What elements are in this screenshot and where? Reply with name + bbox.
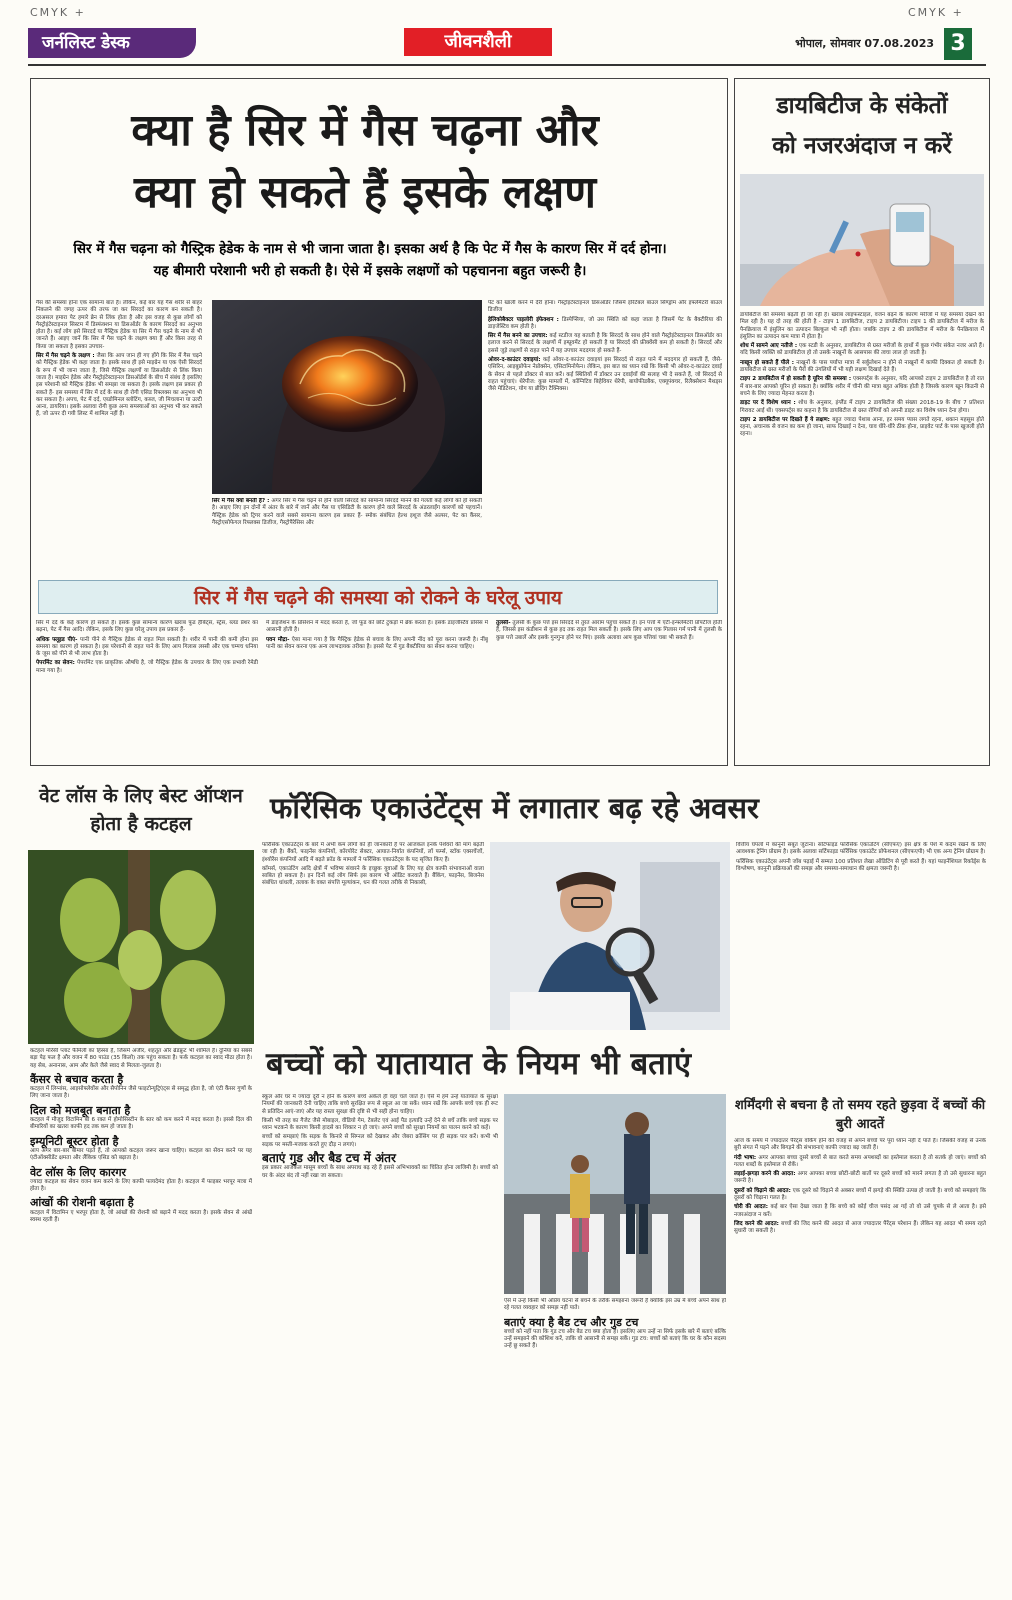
lead-headline xyxy=(40,100,690,224)
forensic-p1: फॉरेंसिक एकाउंटेंट्स के बारे में अभी कम लोगों को ही जानकारी है पर आजकल इनके पेशेवरों की मांग बढ़ती जा रही है। बैंकों, फाइनेंस कंपनियों, कॉरपोरेट सेक्टर, आयात-निर्यात कंपनियों, लॉ फर्म्स, स्टॉक एक्सचेंजों, इंश्योरेंस कंपनियों आदि में बढ़ते फ्रॉड के मामलों ने फॉरेंसिक एकाउंटेंट्स के पद सृजित किए हैं। xyxy=(262,842,484,863)
section-label: जीवनशैली xyxy=(404,28,552,56)
remedy-col1-text-b: पानी पीने से गैस्ट्रिक हेडेक से राहत मिल सकती है। शरीर में पानी की कमी होना इस समस्या का कारण हो सकता है। इस परेशानी से राहत पाने के लिए आप गिलास लस्सी और एक चम्मच धनिया के जूस को पीने से भी लाभ होता है। xyxy=(36,636,258,658)
habits-p3: अगर आपका बच्चा छोटी-छोटी बातों पर दूसरे बच्चों को मारने लगता है तो उसे सुधारना बहुत जरूरी है। xyxy=(734,1171,986,1185)
bad-habits-text xyxy=(734,1138,986,1594)
forensic-p4: फॉरेंसिक एकाउंटेंट्स अपनी जॉब पढ़ाई में सम्मत 100 प्रतिशत लेखा ऑडिटिंग से पूरी करते हैं। यहां फाइनेंशियल रिकॉर्ड्स के विश्लेषण, कानूनी प्रक्रियाओं की समझ और समस्या-समाधान की क्षमता जरूरी है। xyxy=(736,858,986,872)
habits-p4: एक दूसरे को चिढ़ाने से अक्सर बच्चों में झगड़े की स्थिति उत्पन्न हो जाती है। बच्चे को समझाएं कि दूसरों को चिढ़ाना गलत है। xyxy=(734,1187,986,1202)
diabetes-sub4: डाइट पर दें विशेष ध्यान : xyxy=(740,400,796,407)
diabetes-p5: शोध के अनुसार, इंग्लैंड में टाइप 2 डायबिटीज की संख्या 2018-19 के बीच 7 प्रतिशत गिरावट आई थी। एक्सपर्ट्स का कहना है कि डायबिटीज से ग्रस्त रोगियों को अपनी डाइट का विशेष ध्यान देना होगा। xyxy=(740,400,984,414)
traffic-p4: इस प्रकार आजकल मासूम बच्चों के साथ अपराध बढ़ रहे हैं इससे अभिभावकों का चिंतित होना लाजिमी है। बच्चों को घर के अंदर बंद तो नहीं रखा जा सकता। xyxy=(262,1165,498,1179)
diabetes-headline-line2: को नजरअंदाज न करें xyxy=(772,132,952,159)
bad-habits-headline: शर्मिंदगी से बचना है तो समय रहते छुड़वा दें बच्चों की बुरी आदतें xyxy=(734,1098,986,1132)
cmyk-mark-left: CMYK + xyxy=(30,6,86,19)
jackfruit-headline: वेट लॉस के लिए बेस्ट ऑप्शन होता है कटहल xyxy=(39,785,243,835)
habits-p1: आज के समय में ज्यादातर पैरेंट्स वर्किंग होने की वजह से अपने बच्चों पर पूरा ध्यान नहीं दे पाते हैं। जिसकी वजह से उनके बुरी संगत में पड़ने और बिगड़ने की संभावनाएं काफी ज्यादा बढ़ जाती हैं। xyxy=(734,1138,986,1152)
traffic-p1: स्कूल और घर में ज्यादा दूरी न होने के कारण बच्चे अकेले ही वहां चले जाते हैं। ऐसे में हमें उन्हें यातायात के सुरक्षा नियमों की जानकारी देनी चाहिए ताकि बच्चे सुरक्षित रूप से स्कूल आ जा सकें। ध्यान रखें कि आपके बच्चे एक ही रूट से प्रतिदिन आएं-जाएं और यह रास्ता सुरक्षा की दृष्टि से भी सही होना चाहिए। xyxy=(262,1094,498,1115)
jackfruit-p5: कटहल में विटामिन ए भरपूर होता है, जो आंखों की रोशनी को बढ़ाने में मदद करता है। इसके सेवन से आंखें स्वस्थ रहती हैं। xyxy=(30,1209,252,1224)
habits-sub3: दूसरों को चिढ़ाने की आदत: xyxy=(734,1187,791,1194)
lead-col3-text: पेट को खाली करने में देरी होना। गैस्ट्रोइंटेस्टाइनल डिसऑर्डर जिसमें इरिटेबल बाउल सिण्ड्रोम और इंफ्लेमेटरी बाउल डिजीज xyxy=(488,300,722,314)
masthead xyxy=(0,22,1012,62)
dateline: भोपाल, सोमवार 07.08.2023 xyxy=(795,37,934,50)
lead-col3-text-c: कई स्टडीज यह बताती है कि सिरदर्द के साथ होने वाले गैस्ट्रोइंटेस्टाइनल डिसऑर्डर का इलाज करने से सिरदर्द के लक्षणों में इम्प्रूवमेंट हो सकती है या सिरदर्द की फ्रीक्वेंसी कम हो सकती है। सिरदर्द और इससे जुड़े लक्षणों से राहत पाने में यह उपचार मददगार हो सकते हैं- xyxy=(488,333,722,354)
remedy-column-3 xyxy=(496,620,722,762)
forensic-p2: कॉमर्स, एकाउंटिंग आदि क्षेत्रों में भविष्य संवारने के इच्छुक युवाओं के लिए यह क्षेत्र काफी संभावनाओं वाला साबित हो सकता है। इन दिनों कई लोग सिर्फ इस कारण भी ऑडिट करवाते हैं। बैंकिंग, फाइनेंस, बिजनेस संबंधित धांधली, तलाक के वक्त संपत्ति मूल्यांकन, धन की गलत तरीके से निकासी, xyxy=(262,865,484,887)
diabetes-text xyxy=(740,312,984,762)
lead-deck: सिर में गैस चढ़ना को गैस्ट्रिक हेडेक के नाम से भी जाना जाता है। इसका अर्थ है कि पेट में गैस के कारण सिर में दर्द होना। यह बीमारी परेशानी भरी हो सकती है। ऐसे में इसके लक्षणों को पहचानना बहुत जरूरी है। xyxy=(73,241,667,279)
lead-column-2 xyxy=(212,498,482,576)
traffic-rules-headline: बच्चों को यातायात के नियम भी बताएं xyxy=(266,1046,692,1082)
jackfruit-sub4: वेट लॉस के लिए कारगर xyxy=(30,1165,127,1179)
diabetes-sub5: टाइप 2 डायबिटीज पर दिखते हैं ये लक्षण: xyxy=(740,416,830,423)
masthead-rule xyxy=(28,64,986,66)
glucose-test-photo xyxy=(740,174,984,306)
lead-col3-subhead-1: हेलिकोबैक्टर पाइलोरी इंफेक्शन : xyxy=(488,316,559,323)
lead-col1-subhead: सिर में गैस चढ़ने के लक्षण : xyxy=(36,353,95,360)
habits-p6: बच्चों की जिद करने की आदत से आज ज्यादातर पैरेंट्स परेशान हैं। लेकिन यह आदत भी समय रहते सुधारी जा सकती है। xyxy=(734,1220,986,1235)
jackfruit-intro: कटहल मोरेसी प्लांट फैमिली का हिस्सा है, जिसमें अंजीर, शहतूत और ब्रेडफ्रूट भी शामिल हैं। दुनिया का सबसे बड़ा पेड़ फल है और वजन में 80 पाउंड (35 किलो) तक पहुंच सकता है। फर्क कटहल का स्वाद मीठा होता है। यह सेब, अनानास, आम और केले जैसे स्वाद से मिलता-जुलता है। xyxy=(30,1048,252,1069)
jackfruit-sub5: आंखों की रोशनी बढ़ाता है xyxy=(30,1196,134,1210)
remedy-col1-text-c: पेपरमिंट एक प्राकृतिक औषधि है, जो गैस्ट्रिक हेडेक के उपचार के लिए एक प्रभावी रेमेडी माना गया है। xyxy=(36,660,258,674)
forensic-p3: वित्तीय घपलों में कानूनी सबूत जुटाना। सर्टिफाइड फॉरेंसिक एकाउंटिंग (सीएफए) इस क्षेत्र के पेशे में कदम रखने के लिए आवश्यक ट्रेनिंग प्रोग्राम है। इसके अलावा सर्टिफाइड फॉरेंसिक एकाउंटेंट प्रोफेशनल (सीएफएपी) भी एक अन्य ट्रेनिंग प्रोग्राम है। xyxy=(736,842,986,856)
remedy-col2-subhead: पवन मौद्रा- xyxy=(266,636,290,643)
lead-col1-text: गैस की समस्या होना एक सामान्य बात है। लेकिन, कई बार यह गैस शरीर से बाहर निकलने की जगह ऊपर की तरफ जा कर सिरदर्द का कारण बन सकती है। दरअसल हमारा पेट हमारे ब्रेन से लिंक होता है और इस वजह से कुछ लोगों को गैस्ट्रोइंटेस्टाइनल सिस्टम में डिस्फंक्शन या डिसऑर्डर के कारण सिरदर्द का अनुभव होता है। कई लोग इसे सिरदर्द या गैस्ट्रिक हेडेक या सिर में गैस चढ़ने के नाम से भी जानते हैं। आइए जानें कि सिर में गैस चढ़ने के लक्षण क्या हैं और किस तरह से किया जा सकता है इसका उपचार- xyxy=(36,300,202,350)
diabetes-p3: नाखूनों के पास पर्याप्त मात्रा में सर्कुलेशन न होने से नाखूनों में काफी दिक्कत हो सकती है। डायबिटीज से ग्रस्त मरीजों के पैरों की उंगलियों में भी यही लक्षण दिखाई देते हैं। xyxy=(740,359,984,374)
traffic-column-2 xyxy=(504,1298,726,1594)
page-number: 3 xyxy=(944,28,972,60)
kids-crossing-photo xyxy=(504,1094,726,1294)
traffic-p2: किसी भी तरह का गैजेट जैसे मोबाइल, वीडियो गेम, टेबलेट एवं आई पैड इत्यादि उन्हें देने से बचें ताकि बच्चे सड़क पर ध्यान भटकने के कारण किसी हादसे का शिकार न हो जाएं। अपने बच्चों को सुरक्षा नियमों का पालन करने को कहें। xyxy=(262,1117,498,1132)
habits-sub2: लड़ाई-झगड़ा करने की आदत: xyxy=(734,1171,796,1178)
jackfruit-sub2: दिल को मजबूत बनाता है xyxy=(30,1103,131,1117)
traffic-p6: बच्चों को नहीं पता कि गुड टच और बैड टच क्या होता है। इसलिए आप उन्हें ना सिर्फ इसके बारे में बताएं बल्कि उन्हें समझाने की कोशिश करें, ताकि वो आसानी से समझ सकें। गुड टच: बच्चों को बताएं कि घर के कौन सदस्य उन्हें छू सकते हैं। xyxy=(504,1328,726,1350)
brain-illustration xyxy=(212,300,482,494)
jackfruit-p3: आप अगर बार-बार बीमार पड़ते हैं, तो आपको कटहल जरूर खाना चाहिए। कटहल का सेवन करने पर यह एंटीऑक्सीडेंट क्षमता और लैंकिक एसिड को बढ़ाता है। xyxy=(30,1147,252,1162)
traffic-p3: बच्चों को समझाएं कि सड़क के किनारे से सिग्नल को देखकर और जेबरा क्रॉसिंग पर ही सड़क पार करें। कभी भी सड़क पर मस्ती-मजाक करते हुए दौड़ न लगाएं। xyxy=(262,1134,498,1148)
lead-column-1 xyxy=(36,300,202,572)
diabetes-sub2: नाखून हो सकते हैं पीले : xyxy=(740,359,794,366)
remedy-column-2 xyxy=(266,620,488,762)
forensic-headline: फॉरेंसिक एकाउंटेंट्स में लगातार बढ़ रहे अवसर xyxy=(270,791,759,825)
lead-col3-subhead-2: सिर में गैस बनने का उपचार: xyxy=(488,333,548,340)
accountant-photo xyxy=(490,842,730,1030)
lead-col2-text: अगर सिर में गैस चढ़ने से होने वाली सिरदर्द को सामान्य सिरदर्द मानने की गलती कई लोगों को हो सकती है। आइए लिए इन दोनों में अंतर के बारे में जानें और गैस या एसिडिटी के कारण होने वाले सिरदर्द के अंडरलाईंग कारणों को पहचानें। गैस्ट्रिक हेडेक को ट्रिगर करने वाले सबसे सामान्य कारण इस प्रकार हैं- स्मोक संबंधित हेल्थ इशूज जैसे अल्सर, पेट का कैंसर, गैस्ट्रोएसोफेगल रिफ्लक्स डिजीज, गैस्ट्रोपैरेसिस और xyxy=(212,498,482,526)
jackfruit-p1: कटहल में लिग्नांस, आइसोफ्लेवोंस और सैपोनिन जैसे फाइटोन्यूट्रिएंट्स से समृद्ध होता है, जो एंटी कैंसर गुणों के लिए जाना जाता है। xyxy=(30,1086,252,1100)
desk-label: जर्नलिस्ट डेस्क xyxy=(28,28,196,58)
remedy-col1-text: सिर में दर्द के कई कारण हो सकते हैं। इसके कुछ सामान्य कारण खराब फूड हैबिट्स, स्ट्रेस, ब्लड प्रेशर का बढ़ना, पेट में गैस आदि। लेकिन, इसके लिए कुछ घरेलू उपाय इस प्रकार हैं- xyxy=(36,620,258,634)
remedy-col1-subhead: अधिक फ्लूइड पीएं- xyxy=(36,636,78,643)
jackfruit-photo xyxy=(28,850,254,1044)
jackfruit-p4: ज्यादा कटहल का सेवन वजन कम करने के लिए काफी फायदेमंद होता है। कटहल में फाइबर भरपूर मात्रा में होता है। xyxy=(30,1178,252,1193)
traffic-p5: ऐसे में उन्हें किसी भी अप्रिय घटना से बचने के तरीके समझाना जरूरी है क्योंकि इस उम्र में बच्चे अपने साथ हो रहे गलत व्यवहार को समझ नहीं पाते। xyxy=(504,1298,726,1312)
lead-col2-subhead: सिर में गैस क्यों बनती है? : xyxy=(212,498,270,504)
remedy-col2-text: में डाइजेशन के प्रोसेशन में मदद करता है, जो फूड को छोटे टुकड़ों में ब्रेक करता है। इसके डाइजेस्टिव प्रोसेस में आसानी होती है। xyxy=(266,620,488,634)
remedy-col3-text: तुलसी के कुछ पत्ते इस सिरदर्द से तुरंत आराम पहुंचा सकते हैं। इन पत्तों में एंटी-इन्फ्लेमेटरी प्रॉपर्टीज होती हैं, जिससे इस कंडीशन से कुछ हद तक राहत मिल सकती है। इसके लिए आप एक गिलास गर्म पानी में तुलसी के कुछ पत्ते उबालें और इसके गुनगुना होने पर पिएं। इसके अलावा आप कुछ पत्तियां चबा भी सकते हैं। xyxy=(496,620,722,641)
lead-col3-subhead-3: ओवर-द-काउंटर दवाइयां: xyxy=(488,357,541,364)
forensic-column-1 xyxy=(262,842,484,1030)
lead-column-3 xyxy=(488,300,722,572)
home-remedies-banner: सिर में गैस चढ़ने की समस्या को रोकने के घरेलू उपाय xyxy=(38,580,718,614)
diabetes-headline xyxy=(738,86,986,166)
habits-p2: अगर आपका बच्चा दूसरे बच्चों से बात करते समय अपशब्दों का इस्तेमाल करता है तो सतर्क हो जाएं। बच्चों को गलत शब्दों के इस्तेमाल से रोकें। xyxy=(734,1154,986,1168)
jackfruit-sub3: इम्यूनिटी बूस्टर होता है xyxy=(30,1134,119,1148)
bad-touch-subhead: बताएं क्या है बैड टच और गुड टच xyxy=(504,1315,639,1329)
diabetes-p4: एक्सपर्ट्स के अनुसार, यदि आपको टाइप 2 डायबिटीज है तो रात में बार-बार आपको यूरिन हो सकता है। क्योंकि शरीर में चीनी की मात्रा बहुत अधिक होती है जिसके कारण खून किडनी से बचने के लिए ज्यादा मेहनत करता है। xyxy=(740,376,984,397)
habits-sub1: गंदी भाषा: xyxy=(734,1154,757,1161)
habits-sub5: जिद करने की आदत: xyxy=(734,1220,779,1227)
lead-col3-text-b: डिस्पेप्सिया, जो उस स्थिति को कहा जाता है जिसमें पेट के बैक्टीरिया की डाइजेस्टिव कम होती है। xyxy=(488,316,722,330)
diabetes-headline-line1: डायबिटीज के संकेतों xyxy=(776,92,948,119)
diabetes-sub1: शोध में सामने आए नतीजे : xyxy=(740,343,798,350)
jackfruit-sub1: कैंसर से बचाव करता है xyxy=(30,1072,124,1086)
lead-headline-line1: क्या है सिर में गैस चढ़ना और xyxy=(131,105,599,156)
diabetes-p2: एक स्टडी के अनुसार, डायबिटीज से ग्रस्त मरीजों के हाथों में कुछ गंभीर संकेत नजर आते हैं। यदि किसी व्यक्ति को डायबिटीज हो तो उसके नाखूनों के आसपास की त्वचा लाल हो जाती है। xyxy=(740,343,984,357)
lead-col1-text-b: जैसा कि आप जान ही गए होंगे कि सिर में गैस चढ़ने को गैस्ट्रिक हेडेक भी कहा जाता है। इसके साथ ही इसे माइग्रेन या एक ऐसी सिरदर्द के रूप में भी जाना जाता है, जिसे गैस्ट्रिक लक्षणों या डिसऑर्डर से लिंक किया जाता है। माइग्रेन हेडेक और गैस्ट्रोइंटेस्टाइनल डिसऑर्डर्स के बीच में संबंध है इसलिए इस परेशानी को गैस्ट्रिक हेडेक भी समझा जा सकता है। इसके लक्षण इस प्रकार हो सकते हैं- इस समस्या में सिर में दर्द के साथ ही रोगी एसिड रिफ्लक्स का अनुभव भी कर सकता है। अपच, पेट में दर्द, एब्डोमिनल ब्लोटिंग, कब्ज, जी मिचलाना या उल्टी आना, डायरिया। इसके अलावा रोगी कुछ अन्य समस्याओं का अनुभव भी कर सकते हैं, जो ऊपर दी गयी लिस्ट में शामिल नहीं हैं। xyxy=(36,353,202,418)
forensic-column-2 xyxy=(736,842,986,1030)
diabetes-sub3: टाइप 2 डायबिटीज में हो सकती है यूरिन की समस्या : xyxy=(740,376,852,383)
diabetes-p1: डायबिटीज की समस्या बढ़ती ही जा रही है। खराब लाइफस्टाइल, वजन बढ़ने के कारण मरीजों में यह समस्या देखने को मिल रही है। यह दो तरह की होती है - टाइप 1 डायबिटीज, टाइप 2 डायबिटीज। टाइप 1 की डायबिटीज में मरीज के पैनक्रियाज में इंसुलिन का उत्पादन बिल्कुल भी नहीं होता। जबकि टाइप 2 की डायबिटीज में मरीज के पैनक्रियाज में इंसुलिन का उत्पादन कम मात्रा में होता है। xyxy=(740,312,984,340)
jackfruit-p2: कटहल में मौजूद विटामिन बी 6 रक्त में होमोसिस्टीन के स्तर को कम करने में मदद करता है। इससे दिल की बीमारियों का खतरा काफी हद तक कम हो जाता है। xyxy=(30,1117,252,1131)
habits-p5: कई बार ऐसा देखा जाता है कि बच्चे को कोई चीज पसंद आ गई तो वो उसे चुपके से ले आता है। इसे नजरअंदाज न करें। xyxy=(734,1204,986,1218)
habits-sub4: चोरी की आदत: xyxy=(734,1204,768,1211)
remedy-col3-subhead: तुलसी- xyxy=(496,620,511,626)
jackfruit-text xyxy=(30,1048,252,1594)
lead-headline-line2: क्या हो सकते हैं इसके लक्षण xyxy=(133,167,597,218)
good-bad-touch-subhead: बताएं गुड और बैड टच में अंतर xyxy=(262,1151,396,1166)
remedy-col1-subhead-2: पेपरमिंट का सेवन: xyxy=(36,660,75,667)
remedy-column-1 xyxy=(36,620,258,762)
traffic-column-1 xyxy=(262,1094,498,1594)
cmyk-mark-right: CMYK + xyxy=(908,6,964,19)
remedy-col2-text-b: ऐसा माना गया है कि गैस्ट्रिक हेडेक से बचाव के लिए अपनी नींद को पूरा करना जरूरी है। नींबू पानी का सेवन करना एक अन्य लाभदायक तरीका है। इससे पेट में गुड बैक्टीरिया का सेवन करना चाहिए। xyxy=(266,636,488,650)
lead-col3-text-d: कई ओवर-द-काउंटर दवाइयां इस सिरदर्द से राहत पाने में मददगार हो सकती हैं, जैसे- एसिरिन, आइबुप्रोफेन नेप्रोक्सेन, एसिटामिनोफेन। लेकिन, इस बात का ध्यान रखें कि किसी भी ओवर-द-काउंटर दवाई के सेवन से पहले डॉक्टर से बात करें। कई स्थितियों में डॉक्टर उन दवाईयों की सलाह भी दे सकते हैं, जो सिरदर्द से राहत पहुंचाएं। थेरेपीज: कुछ मामलों में, कॉग्निटिव बिहेवियर थेरेपी, बायोफीडबैक, एक्यूपंक्चर, रिलैक्सेशन मैथड्स जैसे मेडिटेशन, योग या ब्रीदिंग टैक्निक्स। xyxy=(488,357,722,393)
diabetes-p6: बहुत ज्यादा पेशाब आना, हर समय प्यास लगते रहना, थकान महसूस होते रहना, अचानक से वजन का कम हो जाना, साफ दिखाई न देना, घाव धीरे-धीरे ठीक होना, प्राइवेट पार्ट के पास खुजली होते रहना। xyxy=(740,416,984,438)
